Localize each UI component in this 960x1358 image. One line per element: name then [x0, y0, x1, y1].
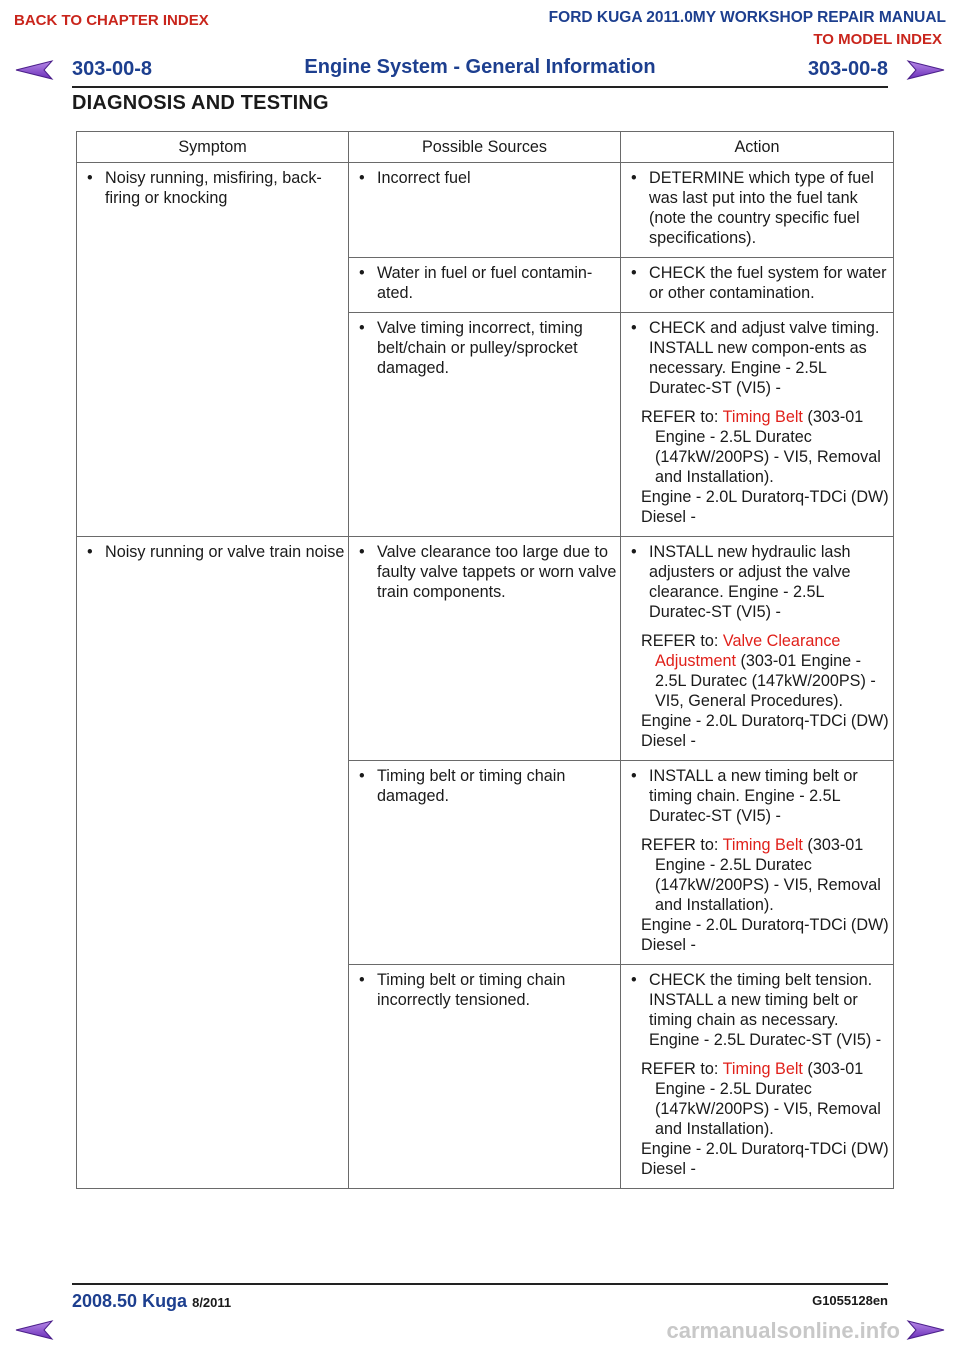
source-text: • Timing belt or timing chain incorrectly tensioned. — [355, 970, 617, 1010]
action-text: • INSTALL new hydraulic lash adjusters or adjust the valve clearance. Engine - 2.5L Duratec-ST (VI5) - — [627, 542, 890, 622]
symptom-text: • Noisy running or valve train noise — [83, 542, 345, 562]
refer-to-label: REFER to: — [641, 1060, 723, 1078]
engine-variant-note: Engine - 2.0L Duratorq-TDCi (DW) Diesel - — [641, 1140, 889, 1178]
action-text: • INSTALL a new timing belt or timing chain. Engine - 2.5L Duratec-ST (VI5) - — [627, 766, 890, 826]
action-text: • DETERMINE which type of fuel was last put into the fuel tank (note the country specific fuel specifications). — [627, 168, 890, 248]
document-id: G1055128en — [812, 1293, 888, 1308]
subsection-title: DIAGNOSIS AND TESTING — [72, 92, 329, 114]
source-text: • Valve timing incorrect, timing belt/chain or pulley/sprocket damaged. — [355, 318, 617, 378]
action-cell — [621, 313, 894, 537]
source-text: • Incorrect fuel — [355, 168, 617, 188]
action-cell — [621, 761, 894, 965]
footer-model-name: 2008.50 Kuga — [72, 1291, 188, 1311]
symptom-cell — [77, 163, 349, 537]
source-text: • Water in fuel or fuel contamin-ated. — [355, 263, 617, 303]
page-code-right: 303-00-8 — [807, 58, 888, 80]
symptom-header: Symptom — [77, 132, 349, 163]
refer-to-detail: (303-01 Engine - 2.5L Duratec (147kW/200PS) - VI5, Removal and Installation). — [655, 408, 881, 486]
source-cell — [349, 163, 621, 258]
section-title: Engine System - General Information — [304, 56, 656, 78]
source-cell — [349, 537, 621, 761]
action-text: • CHECK and adjust valve timing. INSTALL new compon-ents as necessary. Engine - 2.5L Duratec-ST (VI5) - — [627, 318, 890, 398]
symptom-cell — [77, 537, 349, 1189]
back-to-chapter-index-link[interactable]: BACK TO CHAPTER INDEX — [14, 12, 209, 29]
valve-clearance-adjustment-link[interactable]: Valve Clearance Adjustment — [655, 632, 841, 670]
symptom-text: • Noisy running, misfiring, back-firing or knocking — [83, 168, 345, 208]
action-text: • CHECK the timing belt tension. INSTALL a new timing belt or timing chain as necessary. Engine - 2.5L Duratec-ST (VI5) - — [627, 970, 890, 1050]
refer-to-label: REFER to: — [641, 632, 723, 650]
engine-variant-note: Engine - 2.0L Duratorq-TDCi (DW) Diesel - — [641, 916, 889, 954]
source-cell — [349, 258, 621, 313]
engine-variant-note: Engine - 2.0L Duratorq-TDCi (DW) Diesel - — [641, 712, 889, 750]
action-header: Action — [621, 132, 894, 163]
source-cell — [349, 313, 621, 537]
header-divider — [72, 86, 888, 88]
refer-to-label: REFER to: — [641, 408, 723, 426]
timing-belt-link[interactable]: Timing Belt — [722, 836, 803, 854]
manual-title-link[interactable]: FORD KUGA 2011.0MY WORKSHOP REPAIR MANUAL — [548, 9, 946, 26]
refer-to-line — [619, 631, 890, 711]
table-row — [77, 163, 894, 258]
watermark-text: carmanualsonline.info — [666, 1318, 900, 1343]
footer-date: 8/2011 — [192, 1295, 232, 1310]
refer-to-line — [619, 407, 890, 487]
table-row — [77, 537, 894, 761]
action-cell — [621, 163, 894, 258]
refer-to-detail: (303-01 Engine - 2.5L Duratec (147kW/200PS) - VI5, Removal and Installation). — [655, 836, 881, 914]
source-text: • Timing belt or timing chain damaged. — [355, 766, 617, 806]
refer-to-detail: (303-01 Engine - 2.5L Duratec (147kW/200PS) - VI5, Removal and Installation). — [655, 1060, 881, 1138]
footer-model — [72, 1291, 231, 1312]
possible-sources-header: Possible Sources — [349, 132, 621, 163]
refer-to-label: REFER to: — [641, 836, 723, 854]
source-cell — [349, 965, 621, 1189]
page-code-left: 303-00-8 — [72, 58, 153, 80]
source-cell — [349, 761, 621, 965]
diagnosis-table — [76, 131, 894, 1189]
engine-variant-note: Engine - 2.0L Duratorq-TDCi (DW) Diesel - — [641, 488, 889, 526]
source-text: • Valve clearance too large due to faulty valve tappets or worn valve train components. — [355, 542, 617, 602]
action-cell — [621, 965, 894, 1189]
to-model-index-link[interactable]: TO MODEL INDEX — [813, 31, 942, 48]
timing-belt-link[interactable]: Timing Belt — [722, 1060, 803, 1078]
footer-divider — [72, 1283, 888, 1285]
refer-to-line — [619, 835, 890, 915]
action-text: • CHECK the fuel system for water or other contamination. — [627, 263, 890, 303]
action-cell — [621, 258, 894, 313]
refer-to-line — [619, 1059, 890, 1139]
timing-belt-link[interactable]: Timing Belt — [722, 408, 803, 426]
action-cell — [621, 537, 894, 761]
table-header-row — [77, 132, 894, 163]
refer-to-detail: (303-01 Engine - 2.5L Duratec (147kW/200PS) - VI5, General Procedures). — [655, 652, 876, 710]
arrow-right-icon[interactable] — [906, 1318, 946, 1342]
arrow-left-icon[interactable] — [14, 1318, 54, 1342]
